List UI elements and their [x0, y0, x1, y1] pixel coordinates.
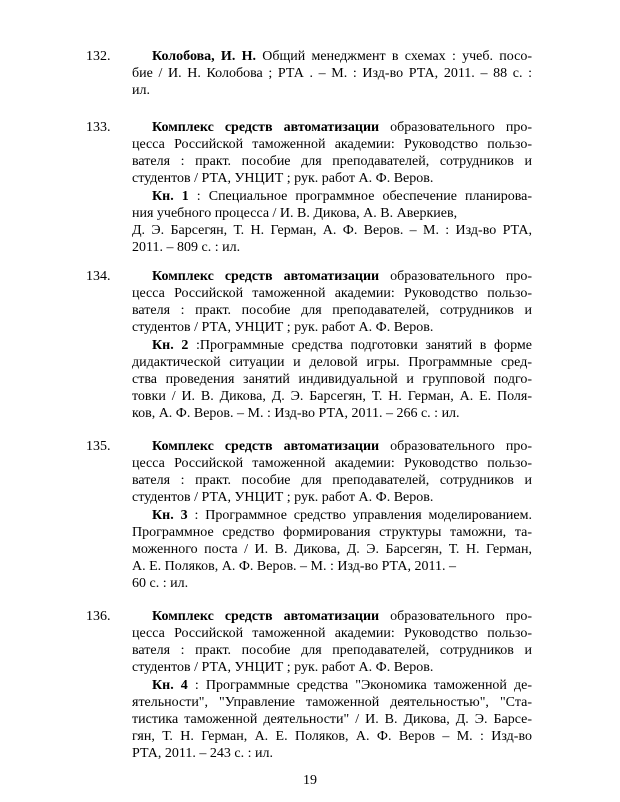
- volume-description: [132, 507, 532, 592]
- entry-number: 134.: [86, 269, 111, 284]
- entry-line: цесса Российской таможенной академии: Руководство пользо-: [132, 626, 532, 641]
- entry-line: Комплекс средств автоматизации образовательного про-: [152, 609, 532, 624]
- entry-line: 60 с. : ил.: [132, 576, 189, 591]
- entry-line: вателя : практ. пособие для преподавателей, сотрудников и: [132, 154, 532, 169]
- volume-description: [132, 677, 532, 762]
- entry-line: Кн. 4 : Программные средства "Экономика таможенной де-: [152, 678, 532, 693]
- entry-number: 135.: [86, 439, 111, 454]
- entry-line: студентов / РТА, УНЦИТ ; рук. работ А. Ф. Веров.: [132, 660, 434, 675]
- entry-line: товки / И. В. Дикова, Д. Э. Барсегян, Т. Н. Герман, А. Е. Поля-: [132, 389, 532, 404]
- entry-line: бие / И. Н. Колобова ; РТА . – М. : Изд-во РТА, 2011. – 88 с. :: [132, 66, 532, 81]
- entry-line: вателя : практ. пособие для преподавателей, сотрудников и: [132, 303, 532, 318]
- entry-line: цесса Российской таможенной академии: Руководство пользо-: [132, 137, 532, 152]
- entry-line: вателя : практ. пособие для преподавателей, сотрудников и: [132, 473, 532, 488]
- entry-line: Комплекс средств автоматизации образовательного про-: [152, 120, 532, 135]
- page-number: 19: [303, 773, 317, 788]
- entry-line: студентов / РТА, УНЦИТ ; рук. работ А. Ф. Веров.: [132, 171, 434, 186]
- volume-description: [132, 188, 532, 256]
- entry-line: дидактической ситуации и деловой игры. Программные сред-: [132, 355, 532, 370]
- entry-line: ства проведения занятий индивидуальной и групповой подго-: [132, 372, 532, 387]
- entry-main-text: [132, 48, 532, 99]
- entry-line: цесса Российской таможенной академии: Руководство пользо-: [132, 286, 532, 301]
- entry-main-text: [132, 268, 532, 336]
- entry-line: ил.: [132, 83, 150, 98]
- entry-number: 136.: [86, 609, 111, 624]
- entry-line: студентов / РТА, УНЦИТ ; рук. работ А. Ф. Веров.: [132, 490, 434, 505]
- entry-line: РТА, 2011. – 243 с. : ил.: [132, 746, 273, 761]
- entry-line: тистика таможенной деятельности" / И. В. Дикова, Д. Э. Барсе-: [132, 712, 532, 727]
- entry-line: Программное средство формирования структуры таможни, та-: [132, 525, 532, 540]
- entry-line: ятельности", "Управление таможенной деятельностью", "Ста-: [132, 695, 532, 710]
- entry-main-text: [132, 438, 532, 506]
- entry-line: Колобова, И. Н. Общий менеджмент в схемах : учеб. посо-: [152, 49, 532, 64]
- entry-line: ния учебного процесса / И. В. Дикова, А. В. Аверкиев,: [132, 206, 458, 221]
- entry-number: 133.: [86, 120, 111, 135]
- entry-line: моженного поста / И. В. Дикова, Д. Э. Барсегян, Т. Н. Герман,: [132, 542, 532, 557]
- entry-line: А. Е. Поляков, А. Ф. Веров. – М. : Изд-во РТА, 2011. –: [132, 559, 456, 574]
- entry-line: Комплекс средств автоматизации образовательного про-: [152, 439, 532, 454]
- entry-line: гян, Т. Н. Герман, А. Е. Поляков, А. Ф. Веров – М. : Изд-во: [132, 729, 532, 744]
- entry-line: ков, А. Ф. Веров. – М. : Изд-во РТА, 2011. – 266 с. : ил.: [132, 406, 460, 421]
- entry-number: 132.: [86, 49, 111, 64]
- entry-line: вателя : практ. пособие для преподавателей, сотрудников и: [132, 643, 532, 658]
- entry-line: Кн. 1 : Специальное программное обеспечение планирова-: [152, 189, 532, 204]
- entry-main-text: [132, 119, 532, 187]
- entry-line: 2011. – 809 с. : ил.: [132, 240, 241, 255]
- entry-line: Кн. 3 : Программное средство управления моделированием.: [152, 508, 532, 523]
- entry-line: Комплекс средств автоматизации образовательного про-: [152, 269, 532, 284]
- entry-line: Кн. 2 :Программные средства подготовки занятий в форме: [152, 338, 532, 353]
- volume-description: [132, 337, 532, 422]
- entry-line: студентов / РТА, УНЦИТ ; рук. работ А. Ф. Веров.: [132, 320, 434, 335]
- entry-line: Д. Э. Барсегян, Т. Н. Герман, А. Ф. Веров. – М. : Изд-во РТА,: [132, 223, 532, 238]
- entry-main-text: [132, 608, 532, 676]
- entry-line: цесса Российской таможенной академии: Руководство пользо-: [132, 456, 532, 471]
